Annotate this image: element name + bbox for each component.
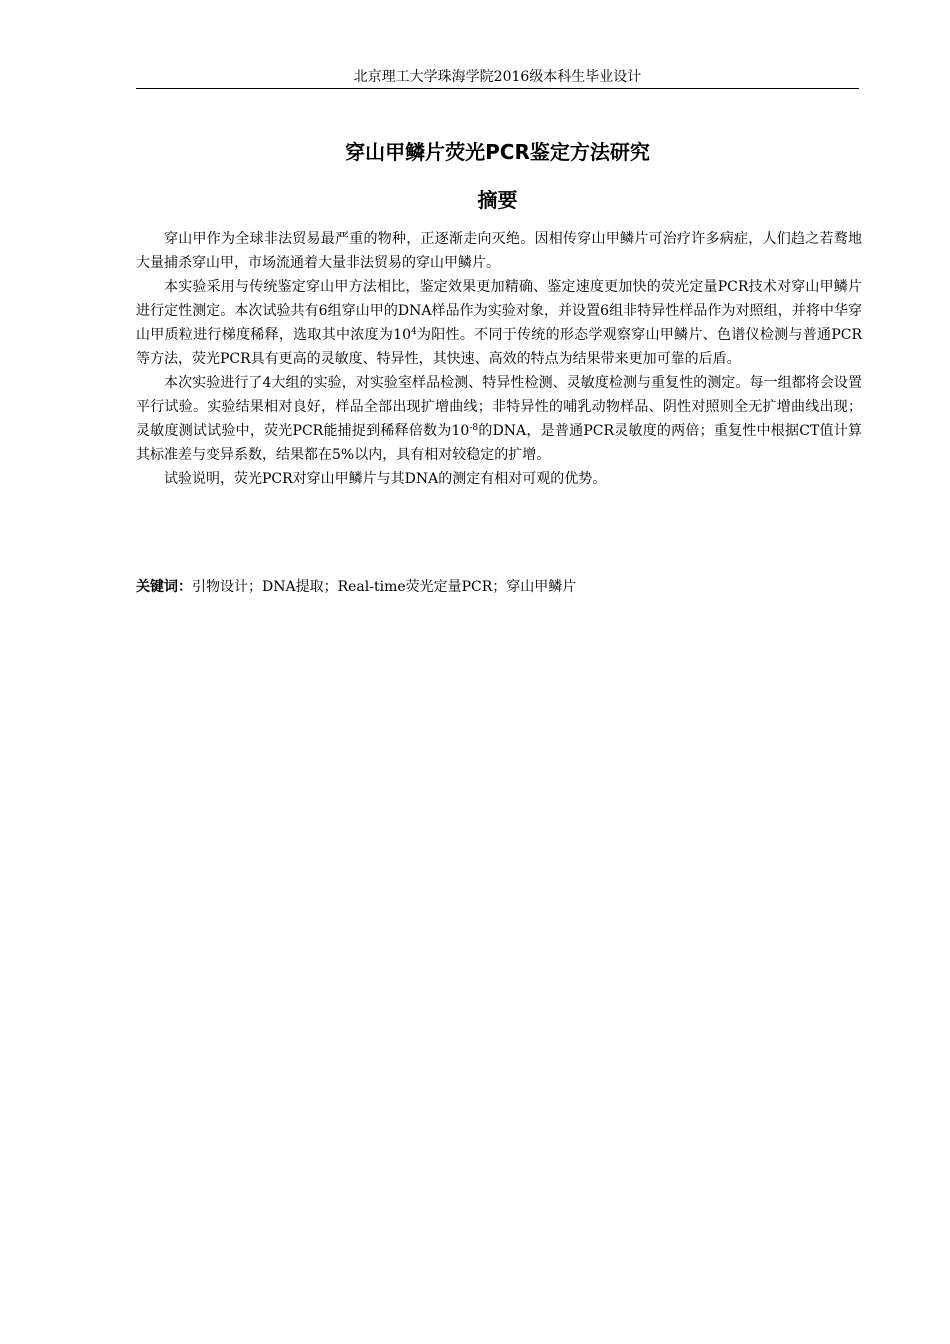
running-header: 北京理工大学珠海学院2016级本科生毕业设计 xyxy=(353,69,642,85)
paragraph-3-text-b: 的DNA，是普通PCR灵敏度的两倍；重复性中根据CT值计算其标准差与变异系数，结果都在5%以内，具有相对较稳定的扩增。 xyxy=(136,423,862,463)
header-rule xyxy=(136,88,859,89)
keywords-label: 关键词： xyxy=(136,579,192,595)
abstract-paragraph-1: 穿山甲作为全球非法贸易最严重的物种，正逐渐走向灭绝。因相传穿山甲鳞片可治疗许多病症，人们趋之若鹜地大量捕杀穿山甲，市场流通着大量非法贸易的穿山甲鳞片。 xyxy=(136,231,862,271)
paragraph-2-superscript: 4 xyxy=(410,327,417,337)
paragraph-2-text-b: 为阳性。不同于传统的形态学观察穿山甲鳞片、色谱仪检测与普通PCR等方法，荧光PCR具有更高的灵敏度、特异性，其快速、高效的特点为结果带来更加可靠的后盾。 xyxy=(136,327,862,367)
abstract-paragraph-3 xyxy=(136,371,862,467)
paragraph-3-superscript: -8 xyxy=(469,423,479,433)
paper-title: 穿山甲鳞片荧光PCR鉴定方法研究 xyxy=(345,140,650,164)
keywords-line xyxy=(136,575,859,599)
abstract-paragraph-4: 试验说明，荧光PCR对穿山甲鳞片与其DNA的测定有相对可观的优势。 xyxy=(164,471,607,487)
paragraph-2-text-a: 本实验采用与传统鉴定穿山甲方法相比，鉴定效果更加精确、鉴定速度更加快的荧光定量PCR技术对穿山甲鳞片进行定性测定。本次试验共有6组穿山甲的DNA样品作为实验对象，并设置6组非特异性样品作为对照组，并将中华穿山甲质粒进行梯度稀释，选取其中浓度为10 xyxy=(136,279,862,343)
abstract-body xyxy=(136,227,862,491)
abstract-paragraph-2 xyxy=(136,275,862,371)
keywords-text: 引物设计；DNA提取；Real-time荧光定量PCR；穿山甲鳞片 xyxy=(192,579,577,595)
paragraph-3-text-a: 本次实验进行了4大组的实验，对实验室样品检测、特异性检测、灵敏度检测与重复性的测定。每一组都将会设置平行试验。实验结果相对良好，样品全部出现扩增曲线；非特异性的哺乳动物样品、阴性对照则全无扩增曲线出现；灵敏度测试试验中，荧光PCR能捕捉到稀释倍数为10 xyxy=(136,375,862,439)
abstract-heading: 摘要 xyxy=(477,188,518,212)
